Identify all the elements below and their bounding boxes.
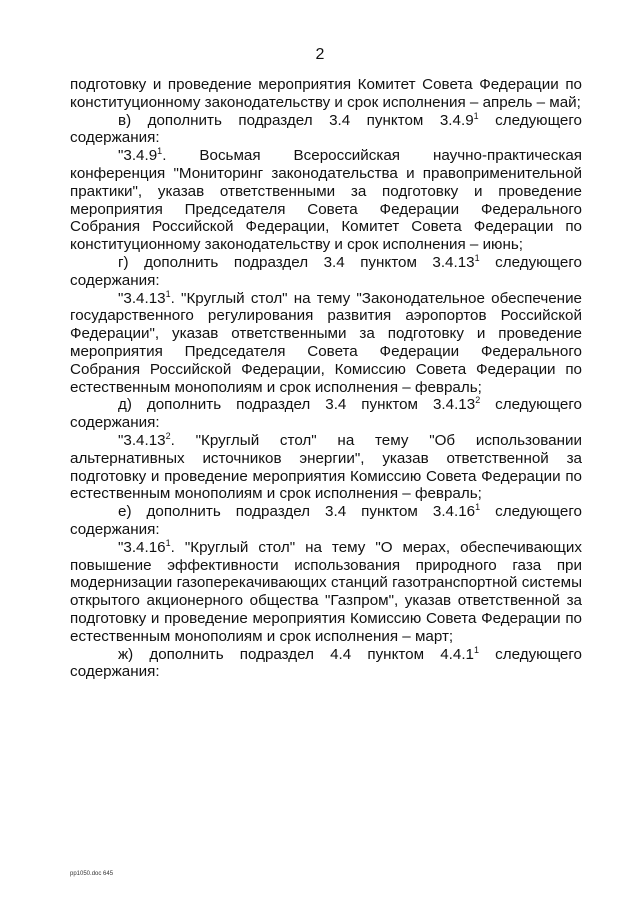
- paragraph-p1: [70, 76, 582, 112]
- paragraph-text: . "Круглый стол" на тему "Законодательное обеспечение государственного регулирования развития аэропортов Российской Федерации", указав ответственными за подготовку и проведение мероприятия Председателя Совета Федерации Федерального Собрания Российской Федерации, Комиссию Совета Федерации по естественным монополиям и срок исполнения – февраль;: [70, 289, 582, 396]
- superscript: 1: [165, 288, 171, 299]
- paragraph-p4: [70, 254, 582, 290]
- paragraph-text: "3.4.13: [118, 431, 166, 449]
- paragraph-text: . "Круглый стол" на тему "Об использовании альтернативных источников энергии", указав ответственной за подготовку и проведение мероприятия Комиссию Совета Федерации по естественным монополиям и срок исполнения – февраль;: [70, 431, 582, 503]
- paragraph-text: следующего содержания:: [70, 396, 582, 432]
- paragraph-text: е) дополнить подраздел 3.4 пунктом 3.4.16: [118, 503, 476, 521]
- superscript: 1: [473, 110, 479, 121]
- paragraph-p3: [70, 147, 582, 254]
- footer-file-reference: pp1050.doc 645: [70, 871, 114, 877]
- paragraph-text: подготовку и проведение мероприятия Комитет Совета Федерации по конституционному законодательству и срок исполнения – апрель – май;: [70, 76, 582, 111]
- paragraph-p2: [70, 112, 582, 148]
- paragraph-p7: [70, 432, 582, 503]
- paragraph-text: следующего содержания:: [70, 645, 582, 681]
- paragraph-text: "3.4.9: [118, 147, 158, 165]
- superscript: 1: [474, 252, 480, 263]
- superscript: 1: [165, 537, 171, 548]
- paragraph-p5: [70, 290, 582, 397]
- paragraph-text: следующего содержания:: [70, 503, 582, 538]
- paragraph-p10: [70, 646, 582, 682]
- superscript: 1: [475, 502, 481, 513]
- paragraph-text: в) дополнить подраздел 3.4 пунктом 3.4.9: [118, 111, 474, 129]
- paragraph-text: следующего содержания:: [70, 111, 582, 147]
- paragraph-text: "3.4.13: [118, 289, 166, 307]
- superscript: 2: [165, 430, 171, 441]
- paragraph-text: д) дополнить подраздел 3.4 пунктом 3.4.13: [118, 396, 476, 414]
- paragraph-p6: [70, 396, 582, 432]
- paragraph-text: следующего содержания:: [70, 253, 582, 289]
- paragraph-p8: [70, 503, 582, 539]
- paragraph-p9: [70, 539, 582, 646]
- superscript: 1: [157, 146, 163, 157]
- paragraph-text: ж) дополнить подраздел 4.4 пунктом 4.4.1: [118, 645, 474, 663]
- paragraph-text: . "Круглый стол" на тему "О мерах, обеспечивающих повышение эффективности использования природного газа при модернизации газоперекачивающих станций газотранспортной системы открытого акционерного общества "Газпром", указав ответственной за подготовку и проведение мероприятия Комиссию Совета Федерации по естественным монополиям и срок исполнения – март;: [70, 538, 582, 645]
- paragraph-text: "3.4.16: [118, 538, 166, 556]
- superscript: 2: [475, 395, 481, 406]
- superscript: 1: [474, 644, 480, 655]
- page-number: 2: [315, 46, 325, 63]
- document-body: [70, 76, 582, 681]
- paragraph-text: г) дополнить подраздел 3.4 пунктом 3.4.13: [118, 253, 475, 271]
- paragraph-text: . Восьмая Всероссийская научно-практическая конференция "Мониторинг законодательства и правоприменительной практики", указав ответственными за подготовку и проведение мероприятия Председателя Совета Федерации Федерального Собрания Российской Федерации, Комитет Совета Федерации по конституционному законодательству и срок исполнения – июнь;: [70, 147, 582, 254]
